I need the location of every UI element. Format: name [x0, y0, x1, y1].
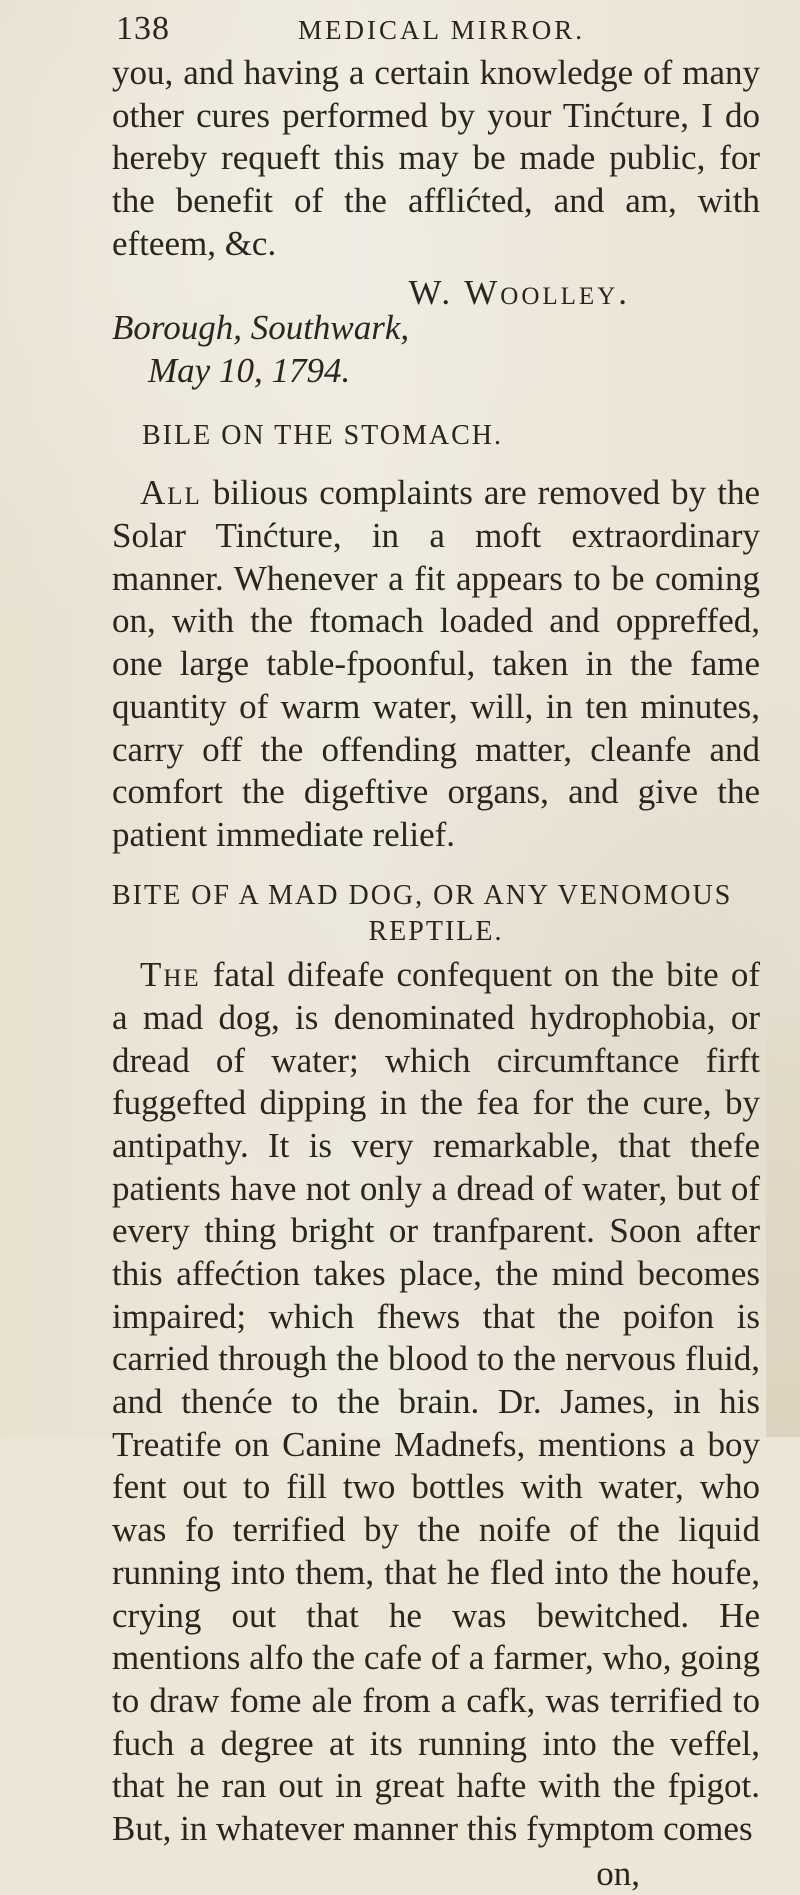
section-bile-paragraph	[112, 472, 760, 856]
section-bile-body	[112, 472, 760, 856]
running-head: MEDICAL MIRROR.	[298, 15, 586, 45]
page-edge-stain	[766, 970, 800, 1437]
section-title-bile: BILE ON THE STOMACH.	[142, 419, 503, 451]
page-number: 138	[116, 10, 170, 47]
section-subtitle-bite: REPTILE.	[368, 916, 504, 948]
section-bite-body	[112, 954, 760, 1850]
letter-date: May 10, 1794.	[148, 351, 351, 391]
letter-place: Borough, Southwark,	[112, 308, 410, 348]
catchword: on,	[596, 1853, 640, 1893]
section-bite-paragraph	[112, 954, 760, 1850]
signature-name: W. Woolley.	[408, 273, 630, 313]
letter-body	[112, 52, 760, 265]
letter-text: you, and having a certain knowledge of many other cures performed by your Tinćture, I do hereby requeft this may be made public, for the benefit of the afflićted, and am, with efteem, &c.	[112, 53, 760, 263]
section-bite-text: fatal difeafe confequent on the bite of a mad dog, is denominated hydrophobia, or dread of water; which circumftance firft fuggefted dipping in the fea for the cure, by antipathy. It is very remarkable, that thefe patients have not only a dread of water, but of every thing bright or tranfparent. Soon after this affećtion takes place, the mind becomes impaired; which fhews that the poifon is carried through the blood to the nervous fluid, and thenće to the brain. Dr. James, in his Treatife on Canine Madnefs, mentions a boy fent out to fill two bottles with water, who was fo terrified by the noife of the liquid running into them, that he fled into the houfe, crying out that he was bewitched. He mentions alfo the cafe of a farmer, who, going to draw fome ale from a cafk, was terrified to fuch a degree at its running into the veffel, that he ran out in great hafte with the fpigot. But, in whatever manner this fymptom comes	[112, 955, 760, 1848]
page-header	[112, 12, 760, 46]
section-bile-lead: All	[140, 473, 202, 513]
section-bile-text: bilious complaints are removed by the Solar Tinćture, in a moft extraordinary manner. Whenever a fit appears to be coming on, with the ftomach loaded and oppreffed, one large table-fpoonful, taken in the fame quantity of warm water, will, in ten minutes, carry off the offending matter, cleanfe and comfort the digeftive organs, and give the patient immediate relief.	[112, 473, 760, 854]
section-title-bite: BITE OF A MAD DOG, OR ANY VENOMOUS	[112, 879, 733, 911]
section-bite-lead: The	[140, 955, 201, 995]
